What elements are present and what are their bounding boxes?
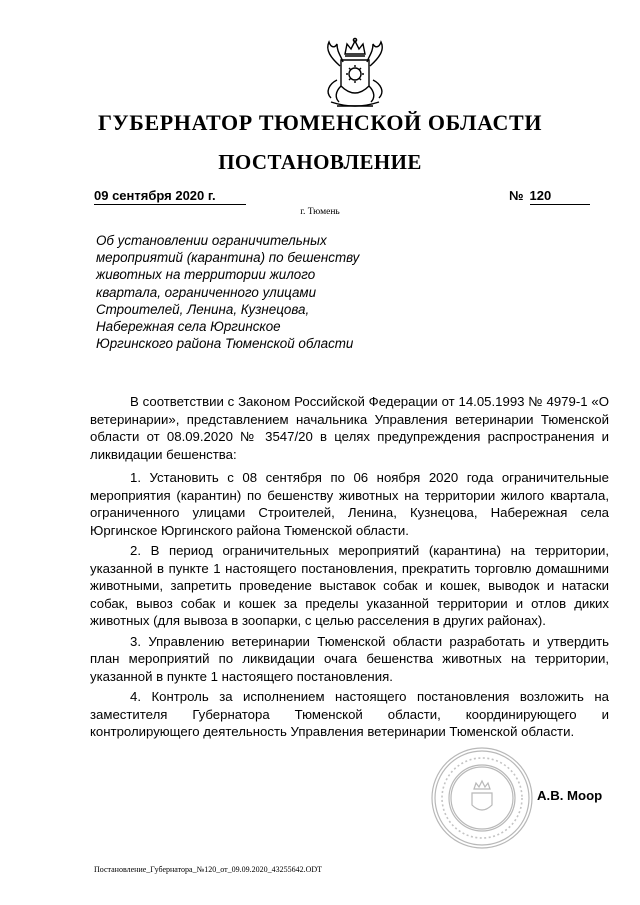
document-date: 09 сентября 2020 г. bbox=[94, 188, 246, 205]
subject-line: Юргинского района Тюменской области bbox=[96, 336, 354, 352]
coat-of-arms-icon bbox=[307, 36, 403, 112]
body-item-3: 3. Управлению ветеринарии Тюменской области разработать и утвердить план мероприятий по ликвидации очага бешенства животных на территории, указанной в пункте 1 настоящего постановления. bbox=[90, 633, 609, 684]
subject-line: Набережная села Юргинское bbox=[96, 319, 281, 335]
body-item-2: 2. В период ограничительных мероприятий (карантина) на территории, указанной в пункте 1 настоящего постановления, прекратить торговлю домашними животными, запретить проведение выставок собак и кошек, выводок и натаски собак, вывоз собак и кошек за пределы указанной территории и отлов диких животных (для вывоза в зоопарки, с целью расселения в других районах). bbox=[90, 543, 609, 628]
subject-line: квартала, ограниченного улицами bbox=[96, 284, 317, 300]
document-body bbox=[90, 393, 609, 744]
document-type: ПОСТАНОВЛЕНИЕ bbox=[218, 150, 422, 174]
subject-line: Строителей, Ленина, Кузнецова, bbox=[96, 301, 310, 317]
file-footer: Постановление_Губернатора_№120_от_09.09.2020_43255642.ODT bbox=[94, 865, 323, 874]
document-number bbox=[509, 188, 590, 205]
subject-line: животных на территории жилого bbox=[96, 267, 316, 283]
signer-name: А.В. Моор bbox=[537, 788, 603, 803]
seal-icon bbox=[430, 745, 534, 851]
number-label: № bbox=[509, 188, 524, 203]
subject-block bbox=[96, 232, 396, 352]
body-item-1: 1. Установить с 08 сентября по 06 ноября 2020 года ограничительные мероприятия (карантин) по бешенству животных на территории жилого квартала, ограниченного улицами Строителей, Ленина, Кузнецова, Набережная села Юргинское Юргинского района Тюменской области. bbox=[90, 470, 609, 538]
city-label: г. Тюмень bbox=[300, 207, 340, 217]
number-value: 120 bbox=[530, 188, 590, 205]
body-item-4: 4. Контроль за исполнением настоящего постановления возложить на заместителя Губернатора Тюменской области, координирующего и контролирующего деятельность Управления ветеринарии Тюменской области. bbox=[90, 689, 609, 739]
authority-title: ГУБЕРНАТОР ТЮМЕНСКОЙ ОБЛАСТИ bbox=[97, 110, 543, 135]
subject-line: мероприятий (карантина) по бешенству bbox=[96, 250, 360, 266]
subject-line: Об установлении ограничительных bbox=[96, 233, 327, 248]
body-intro: В соответствии с Законом Российской Федерации от 14.05.1993 № 4979-1 «О ветеринарии», представлением начальника Управления ветеринарии Тюменской области от 08.09.2020 № 3547/20 в целях предупреждения распространения и ликвидации бешенства: bbox=[90, 394, 609, 462]
